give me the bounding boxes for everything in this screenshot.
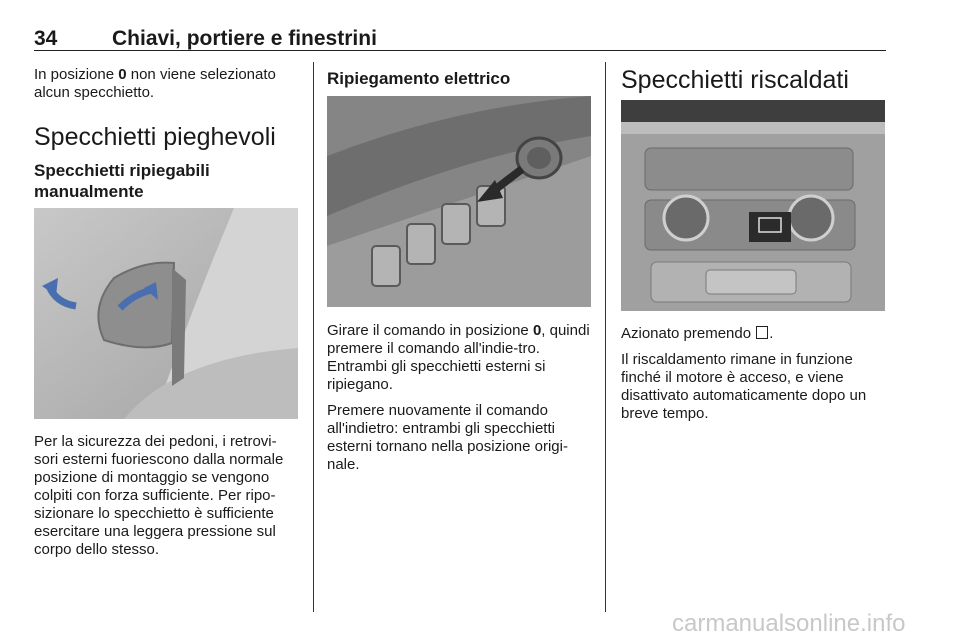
intro-paragraph <box>34 66 300 102</box>
page-header <box>34 26 886 51</box>
heated-mirror-icon <box>756 326 768 339</box>
electric-switch-figure <box>327 96 591 307</box>
body-paragraph: Per la sicurezza dei pedoni, i retrovi-sori esterni fuoriescono dalla normale posizione di montaggio se vengono colpiti con forza sufficiente. Per ripo-sizionare lo specchietto è sufficiente esercitare una leggera pressione sul corpo dello stesso. <box>34 433 284 558</box>
heated-mirror-figure <box>621 100 885 311</box>
electric-text-2: , quindi premere il comando all'indie-tro. Entrambi gli specchietti esterni si ripiegano. <box>327 322 590 393</box>
column-divider-2 <box>605 62 606 612</box>
subheading-manual-folding: Specchietti ripiegabili manualmente <box>34 161 210 201</box>
intro-text-1: In posizione <box>34 66 119 83</box>
intro-bold: 0 <box>118 66 127 83</box>
watermark: carmanualsonline.info <box>672 610 906 637</box>
intro-text-2: non viene selezionato alcun specchietto. <box>34 66 276 101</box>
heated-para-2: Il riscaldamento rimane in funzione finché il motore è acceso, e viene disattivato automaticamente dopo un breve tempo. <box>621 351 867 422</box>
section-heading-folding-mirrors: Specchietti pieghevoli <box>34 123 276 151</box>
electric-bold: 0 <box>532 322 542 339</box>
electric-text-1: Girare il comando in posizione <box>327 322 533 339</box>
column-3 <box>621 66 887 94</box>
page-title: Chiavi, portiere e finestrini <box>112 27 377 50</box>
heated-text-end: . <box>769 325 774 342</box>
column-1-body <box>34 433 300 567</box>
subheading-electric-folding: Ripiegamento elettrico <box>327 69 511 88</box>
manual-mirror-figure <box>34 208 298 419</box>
heated-para-1 <box>621 325 887 343</box>
electric-para-1 <box>327 322 593 394</box>
column-2-body <box>327 322 593 482</box>
column-divider-1 <box>313 62 314 612</box>
page-number: 34 <box>34 27 58 50</box>
section-heading-heated-mirrors: Specchietti riscaldati <box>621 66 849 94</box>
electric-para-2: Premere nuovamente il comando all'indietro: entrambi gli specchietti esterni tornano nella posizione origi-nale. <box>327 402 568 473</box>
column-2 <box>327 68 593 89</box>
column-1 <box>34 66 300 202</box>
heated-text: Azionato premendo <box>621 325 756 342</box>
column-3-body <box>621 325 887 431</box>
